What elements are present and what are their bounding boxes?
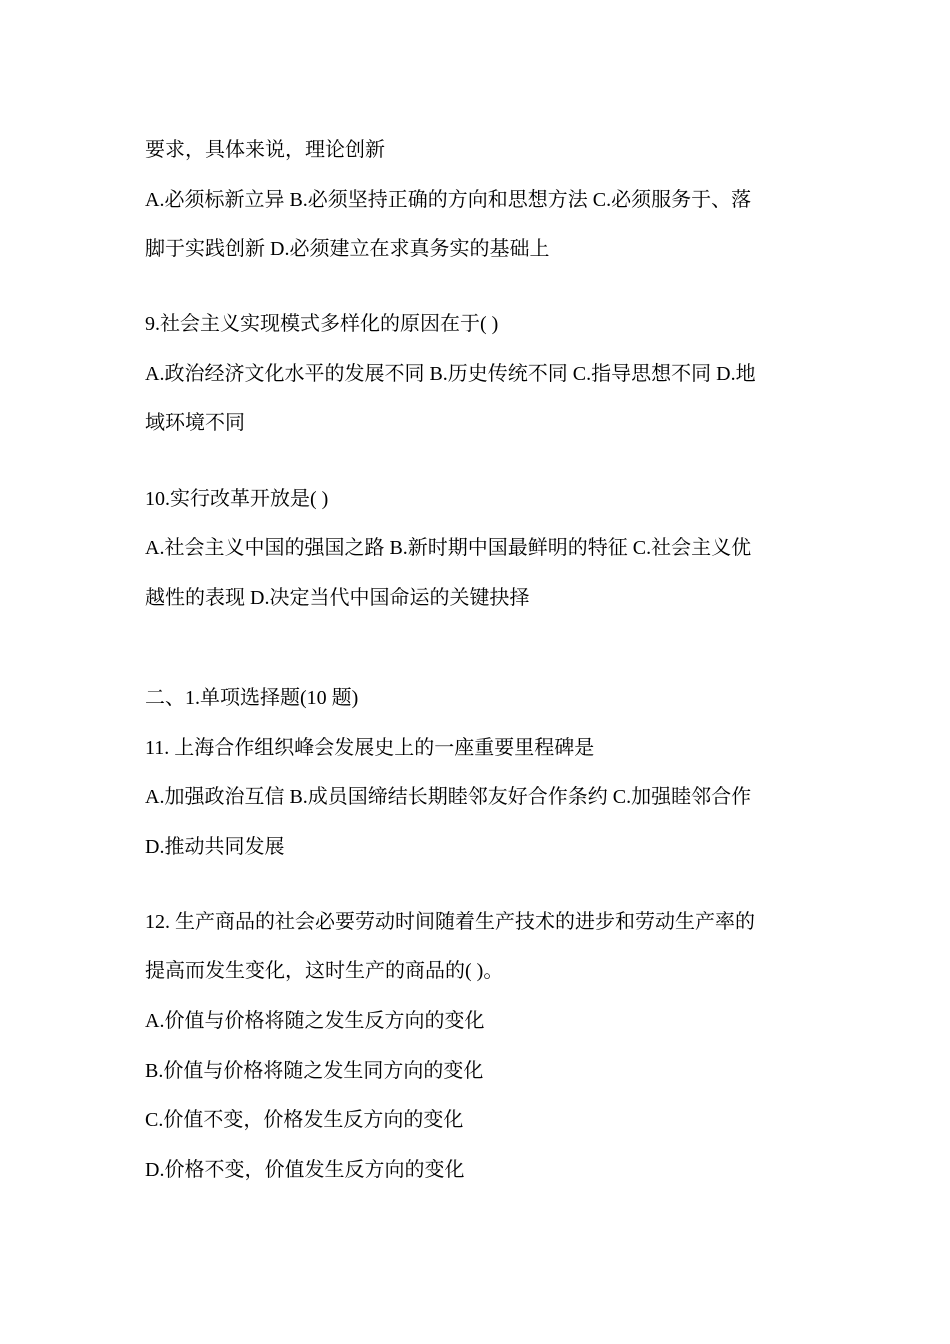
text-line-q9-options: A.政治经济文化水平的发展不同 B.历史传统不同 C.指导思想不同 D.地 (145, 363, 756, 385)
option-a: A.价值与价格将随之发生反方向的变化 (145, 1010, 485, 1032)
question-9: 9.社会主义实现模式多样化的原因在于( ) (145, 313, 499, 335)
text-line-q8-options-cont: 脚于实践创新 D.必须建立在求真务实的基础上 (145, 238, 550, 260)
question-12-cont: 提高而发生变化，这时生产的商品的( )。 (145, 960, 504, 982)
option-d: D.价格不变，价值发生反方向的变化 (145, 1159, 465, 1181)
text-line-q8-options: A.必须标新立异 B.必须坚持正确的方向和思想方法 C.必须服务于、落 (145, 189, 752, 211)
option-c: C.价值不变，价格发生反方向的变化 (145, 1109, 464, 1131)
text-line-q11-options: A.加强政治互信 B.成员国缔结长期睦邻友好合作条约 C.加强睦邻合作 (145, 786, 752, 808)
section-heading: 二、1.单项选择题(10 题) (145, 687, 359, 709)
text-line-q10-options-cont: 越性的表现 D.决定当代中国命运的关键抉择 (145, 587, 530, 609)
text-line-q9-options-cont: 域环境不同 (145, 412, 245, 434)
question-10: 10.实行改革开放是( ) (145, 488, 329, 510)
text-line-q11-options-cont: D.推动共同发展 (145, 836, 285, 858)
text-line-q10-options: A.社会主义中国的强国之路 B.新时期中国最鲜明的特征 C.社会主义优 (145, 537, 752, 559)
text-line-continuation: 要求，具体来说，理论创新 (145, 139, 385, 161)
option-b: B.价值与价格将随之发生同方向的变化 (145, 1060, 484, 1082)
question-12: 12. 生产商品的社会必要劳动时间随着生产技术的进步和劳动生产率的 (145, 911, 755, 933)
question-11: 11. 上海合作组织峰会发展史上的一座重要里程碑是 (145, 737, 595, 759)
